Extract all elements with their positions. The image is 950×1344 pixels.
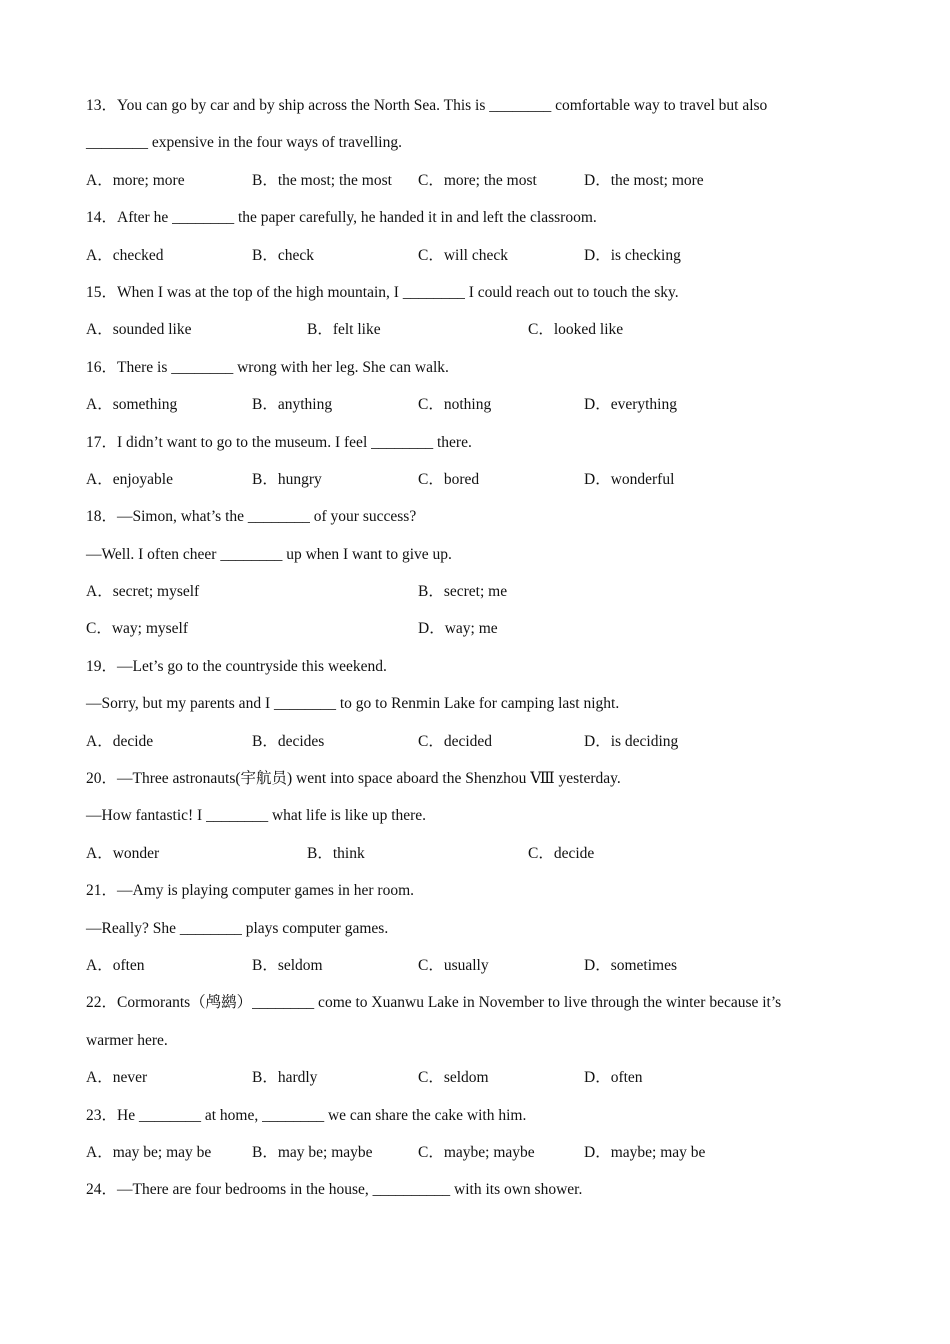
answer-option: A．often xyxy=(86,956,145,974)
question-text: 16．There is ________ wrong with her leg. She can walk. xyxy=(86,358,449,376)
question-text: 20．—Three astronauts(宇航员) went into space aboard the Shenzhou Ⅷ yesterday. xyxy=(86,770,621,788)
answer-option: D．everything xyxy=(584,396,677,414)
answer-option: B．hardly xyxy=(252,1069,318,1087)
answer-option: D．wonderful xyxy=(584,470,675,488)
answer-options xyxy=(86,1139,856,1176)
answer-options xyxy=(86,840,856,877)
question-text: 14．After he ________ the paper carefully, he handed it in and left the classroom. xyxy=(86,209,597,227)
answer-options xyxy=(86,952,856,989)
answer-option: D．is deciding xyxy=(584,732,679,750)
answer-option: A．more; more xyxy=(86,171,185,189)
answer-option: A．secret; myself xyxy=(86,583,200,601)
answer-option: A．checked xyxy=(86,246,164,264)
answer-options xyxy=(86,578,856,615)
answer-option: D．is checking xyxy=(584,246,681,264)
answer-option: C．usually xyxy=(418,956,489,974)
question-text: —Well. I often cheer ________ up when I want to give up. xyxy=(86,545,452,563)
question-text: 15．When I was at the top of the high mountain, I ________ I could reach out to touch the sky. xyxy=(86,283,679,301)
answer-option: B．seldom xyxy=(252,956,323,974)
answer-option: D．the most; more xyxy=(584,171,704,189)
answer-option: A．enjoyable xyxy=(86,470,173,488)
answer-option: D．often xyxy=(584,1069,643,1087)
answer-option: C．decided xyxy=(418,732,493,750)
question-text: 19．—Let’s go to the countryside this weekend. xyxy=(86,657,387,675)
answer-option: A．wonder xyxy=(86,844,160,862)
question-text: 23．He ________ at home, ________ we can share the cake with him. xyxy=(86,1106,527,1124)
answer-option: B．decides xyxy=(252,732,325,750)
question-text: 17．I didn’t want to go to the museum. I feel ________ there. xyxy=(86,433,472,451)
answer-option: A．something xyxy=(86,396,178,414)
question-text: 24．—There are four bedrooms in the house, __________ with its own shower. xyxy=(86,1181,583,1199)
answer-option: D．way; me xyxy=(418,620,498,638)
answer-options xyxy=(86,728,856,765)
answer-option: C．maybe; maybe xyxy=(418,1143,535,1161)
answer-option: B．secret; me xyxy=(418,583,508,601)
answer-option: B．anything xyxy=(252,396,333,414)
answer-option: B．felt like xyxy=(307,321,381,339)
question-text: —Sorry, but my parents and I ________ to go to Renmin Lake for camping last night. xyxy=(86,695,620,713)
answer-option: B．check xyxy=(252,246,314,264)
question-list xyxy=(86,92,856,1214)
answer-option: D．maybe; may be xyxy=(584,1143,706,1161)
question-text: 18．—Simon, what’s the ________ of your success? xyxy=(86,508,417,526)
answer-option: A．sounded like xyxy=(86,321,192,339)
answer-option: C．looked like xyxy=(528,321,624,339)
question-text: ________ expensive in the four ways of travelling. xyxy=(86,134,402,152)
answer-options xyxy=(86,391,856,428)
answer-options xyxy=(86,242,856,279)
answer-options xyxy=(86,167,856,204)
answer-option: C．bored xyxy=(418,470,480,488)
answer-option: B．may be; maybe xyxy=(252,1143,373,1161)
answer-option: C．decide xyxy=(528,844,595,862)
answer-option: B．hungry xyxy=(252,470,322,488)
answer-options xyxy=(86,615,856,652)
answer-options xyxy=(86,1064,856,1101)
answer-option: C．more; the most xyxy=(418,171,537,189)
answer-options xyxy=(86,316,856,353)
answer-option: C．will check xyxy=(418,246,508,264)
answer-option: C．seldom xyxy=(418,1069,489,1087)
question-text: 22．Cormorants（鸬鹚）________ come to Xuanwu Lake in November to live through the winter because it’s xyxy=(86,994,782,1012)
answer-option: C．nothing xyxy=(418,396,492,414)
answer-option: B．the most; the most xyxy=(252,171,392,189)
question-text: —Really? She ________ plays computer games. xyxy=(86,919,389,937)
answer-option: A．decide xyxy=(86,732,154,750)
question-text: warmer here. xyxy=(86,1031,168,1049)
question-text: 13．You can go by car and by ship across the North Sea. This is ________ comfortable way to travel but also xyxy=(86,97,768,114)
question-text: —How fantastic! I ________ what life is like up there. xyxy=(86,807,427,825)
answer-options xyxy=(86,466,856,503)
question-text: 21．—Amy is playing computer games in her room. xyxy=(86,882,415,900)
answer-option: D．sometimes xyxy=(584,956,677,974)
answer-option: C．way; myself xyxy=(86,620,189,638)
answer-option: A．never xyxy=(86,1069,148,1087)
answer-option: B．think xyxy=(307,844,365,862)
answer-option: A．may be; may be xyxy=(86,1143,212,1161)
